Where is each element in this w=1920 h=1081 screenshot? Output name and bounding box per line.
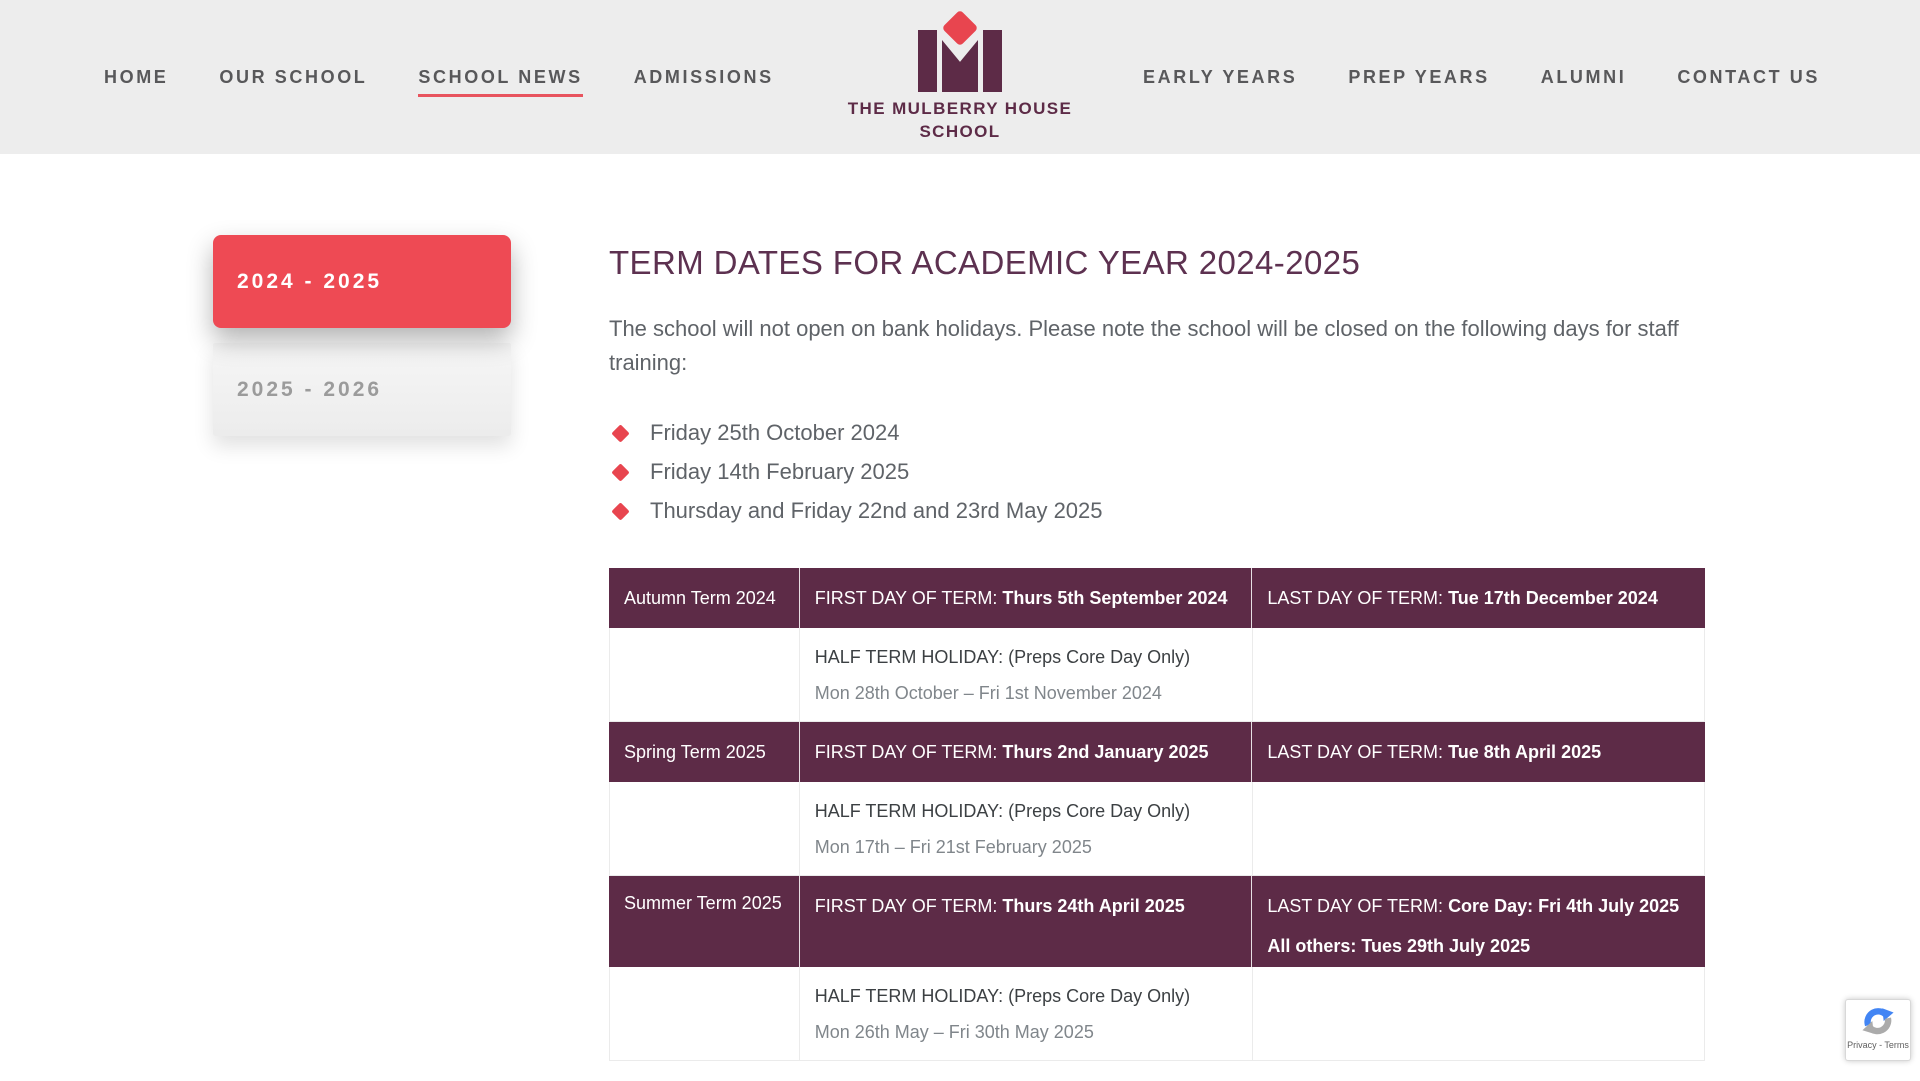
last-day-date: Core Day: Fri 4th July 2025 — [1448, 896, 1680, 917]
diamond-bullet-icon — [611, 502, 629, 520]
term-name-cell — [609, 568, 800, 628]
page-title: TERM DATES FOR ACADEMIC YEAR 2024-2025 — [609, 244, 1361, 281]
last-day-date-line2: All others: Tues 29th July 2025 — [1267, 936, 1531, 957]
term-dates-section — [609, 154, 1705, 1061]
first-day-date: Thurs 24th April 2025 — [1002, 896, 1185, 917]
logo-m-icon — [915, 12, 1005, 92]
first-day-date: Thurs 5th September 2024 — [1002, 588, 1228, 609]
last-day-cell — [1252, 722, 1705, 782]
empty-cell — [1252, 628, 1705, 722]
logo-text-line2: SCHOOL — [919, 121, 1001, 141]
term-dates-table — [609, 568, 1705, 1061]
nav-left — [104, 0, 774, 154]
logo-text-line1: THE MULBERRY HOUSE — [847, 99, 1073, 118]
recaptcha-badge[interactable] — [1845, 999, 1911, 1061]
table-row-summer-half-term — [609, 967, 1705, 1061]
empty-cell — [1252, 782, 1705, 876]
logo-bar-middle — [942, 40, 978, 92]
nav-item-our-school[interactable]: OUR SCHOOL — [219, 66, 368, 87]
intro-paragraph: The school will not open on bank holidays. Please note the school will be closed on the following days for staff training: — [609, 316, 1679, 376]
last-day-date: Tue 8th April 2025 — [1448, 742, 1602, 763]
empty-cell — [1252, 967, 1705, 1061]
last-day-label: LAST DAY OF TERM: — [1267, 588, 1449, 609]
school-logo[interactable] — [830, 12, 1090, 144]
first-day-label: FIRST DAY OF TERM: — [814, 742, 1003, 763]
first-day-label: FIRST DAY OF TERM: — [814, 588, 1003, 609]
half-term-title: HALF TERM HOLIDAY: (Preps Core Day Only) — [814, 986, 1191, 1007]
logo-text — [848, 98, 1073, 144]
main-content — [0, 154, 1920, 1061]
half-term-title: HALF TERM HOLIDAY: (Preps Core Day Only) — [814, 801, 1191, 822]
closure-day-text: Thursday and Friday 22nd and 23rd May 2025 — [650, 498, 1103, 524]
first-day-date: Thurs 2nd January 2025 — [1002, 742, 1209, 763]
closure-day-text: Friday 14th February 2025 — [650, 459, 910, 485]
last-day-cell — [1252, 568, 1705, 628]
table-row-summer-term — [609, 876, 1705, 967]
table-row-autumn-half-term — [609, 628, 1705, 722]
term-name: Summer Term 2025 — [624, 893, 782, 914]
nav-item-alumni[interactable]: ALUMNI — [1540, 66, 1627, 87]
list-item — [609, 420, 1705, 446]
site-header — [0, 0, 1920, 154]
logo-diamond-icon — [942, 10, 979, 47]
diamond-bullet-icon — [611, 463, 629, 481]
last-day-label: LAST DAY OF TERM: — [1267, 896, 1449, 917]
term-name-cell — [609, 722, 800, 782]
term-name: Spring Term 2025 — [624, 741, 766, 762]
logo-bar-right — [983, 30, 1002, 92]
half-term-title: HALF TERM HOLIDAY: (Preps Core Day Only) — [814, 647, 1191, 668]
half-term-cell — [800, 782, 1253, 876]
recaptcha-icon — [1860, 1004, 1896, 1038]
half-term-cell — [800, 628, 1253, 722]
term-name: Autumn Term 2024 — [624, 587, 776, 608]
empty-cell — [609, 782, 800, 876]
nav-item-school-news[interactable]: SCHOOL NEWS — [418, 66, 583, 87]
half-term-dates: Mon 17th – Fri 21st February 2025 — [814, 837, 1092, 858]
table-row-autumn-term — [609, 568, 1705, 628]
half-term-cell — [800, 967, 1253, 1061]
half-term-dates: Mon 26th May – Fri 30th May 2025 — [814, 1022, 1094, 1043]
diamond-bullet-icon — [611, 424, 629, 442]
list-item — [609, 459, 1705, 485]
first-day-cell — [800, 568, 1253, 628]
list-item — [609, 498, 1705, 524]
first-day-cell — [800, 876, 1253, 967]
table-row-spring-term — [609, 722, 1705, 782]
closure-day-text: Friday 25th October 2024 — [650, 420, 900, 446]
table-row-spring-half-term — [609, 782, 1705, 876]
nav-item-home[interactable]: HOME — [104, 66, 169, 87]
nav-item-admissions[interactable]: ADMISSIONS — [633, 66, 774, 87]
nav-item-contact-us[interactable]: CONTACT US — [1677, 66, 1820, 87]
last-day-cell — [1252, 876, 1705, 967]
last-day-date: Tue 17th December 2024 — [1448, 588, 1658, 609]
empty-cell — [609, 967, 800, 1061]
last-day-label: LAST DAY OF TERM: — [1267, 742, 1449, 763]
tab-2024-2025[interactable]: 2024 - 2025 — [213, 235, 511, 328]
half-term-dates: Mon 28th October – Fri 1st November 2024 — [814, 683, 1162, 704]
nav-item-early-years[interactable]: EARLY YEARS — [1143, 66, 1298, 87]
logo-bar-left — [918, 30, 937, 92]
year-tabs — [213, 235, 511, 436]
empty-cell — [609, 628, 800, 722]
nav-item-prep-years[interactable]: PREP YEARS — [1348, 66, 1490, 87]
term-name-cell — [609, 876, 800, 967]
tab-2025-2026[interactable]: 2025 - 2026 — [213, 343, 511, 436]
closure-days-list — [609, 420, 1705, 524]
first-day-label: FIRST DAY OF TERM: — [814, 896, 1003, 917]
recaptcha-privacy-terms[interactable]: Privacy - Terms — [1847, 1040, 1909, 1050]
nav-right — [1143, 0, 1820, 154]
first-day-cell — [800, 722, 1253, 782]
